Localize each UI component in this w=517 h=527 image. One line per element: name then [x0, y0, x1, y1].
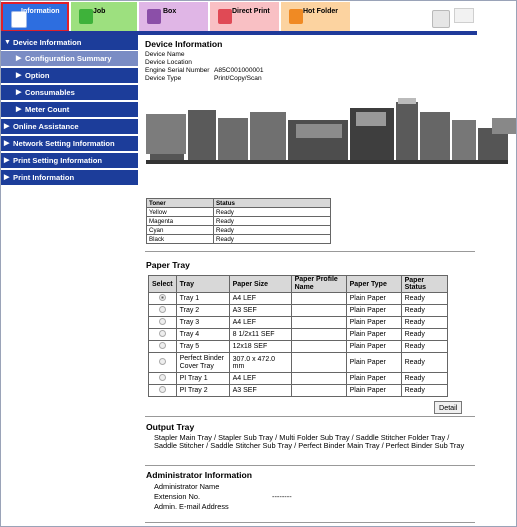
arrow-icon: ▼ [4, 39, 11, 46]
paper-profile [291, 317, 346, 329]
table-row [149, 329, 448, 341]
tray-name: Tray 1 [176, 293, 229, 305]
paper-profile [291, 373, 346, 385]
sidebar-item-label: Device Information [13, 38, 82, 47]
extension-label: Extension No. [154, 492, 201, 501]
serial-value: A85C001000001 [214, 67, 264, 74]
paper-profile [291, 329, 346, 341]
toner-header: Toner [147, 199, 214, 208]
sidebar-item-label: Meter Count [25, 105, 70, 114]
paper-profile [291, 305, 346, 317]
paper-status: Ready [401, 353, 447, 373]
sidebar-item-configuration-summary[interactable] [1, 51, 138, 67]
paper-status: Ready [401, 373, 447, 385]
sidebar-item-online-assistance[interactable] [1, 119, 138, 135]
tray-select-cell [149, 293, 177, 305]
paper-type: Plain Paper [346, 293, 401, 305]
table-row [147, 208, 331, 217]
detail-button[interactable]: Detail [434, 401, 462, 414]
table-row [149, 353, 448, 373]
output-tray-list: Stapler Main Tray / Stapler Sub Tray / Multi Folder Sub Tray / Saddle Stitcher Folder Tray / Saddle Stitcher / Saddle Stitcher Sub Tray / Perfect Binder Main Tray / Perfect Binder Sub Tray [154, 433, 465, 451]
admin-email-label: Admin. E-mail Address [154, 502, 229, 511]
tab-information[interactable] [1, 2, 69, 32]
toner-color: Yellow [147, 208, 214, 217]
extension-value: -------- [272, 492, 292, 501]
tray-select-cell [149, 385, 177, 397]
paper-size: A3 SEF [229, 385, 291, 397]
paper-size: 12x18 SEF [229, 341, 291, 353]
paper-tray-title: Paper Tray [146, 260, 190, 270]
toner-color: Black [147, 235, 214, 244]
tray-select-cell [149, 329, 177, 341]
paper-type: Plain Paper [346, 317, 401, 329]
refresh-icon[interactable] [432, 10, 450, 28]
tray-radio[interactable] [159, 306, 166, 313]
tray-name: Tray 2 [176, 305, 229, 317]
tray-name: PI Tray 2 [176, 385, 229, 397]
table-row [149, 341, 448, 353]
paper-size: A4 LEF [229, 317, 291, 329]
tab-label: Job [93, 8, 106, 15]
tray-header: Select [149, 276, 177, 293]
paper-size: A3 SEF [229, 305, 291, 317]
paper-profile [291, 385, 346, 397]
tray-name: Perfect Binder Cover Tray [176, 353, 229, 373]
toner-color: Cyan [147, 226, 214, 235]
tray-name: Tray 5 [176, 341, 229, 353]
table-row [149, 385, 448, 397]
tray-name: Tray 3 [176, 317, 229, 329]
device-location-label: Device Location [145, 59, 192, 66]
tray-name: Tray 4 [176, 329, 229, 341]
toner-header-row [147, 199, 331, 208]
paper-type: Plain Paper [346, 373, 401, 385]
tray-header: Paper Status [401, 276, 447, 293]
paper-status: Ready [401, 305, 447, 317]
toner-status: Ready [214, 217, 331, 226]
tray-select-cell [149, 353, 177, 373]
sidebar-item-print-information[interactable] [1, 170, 138, 186]
paper-status: Ready [401, 329, 447, 341]
sidebar-item-print-setting[interactable] [1, 153, 138, 169]
sidebar-item-meter-count[interactable] [1, 102, 138, 118]
paper-status: Ready [401, 385, 447, 397]
toner-status: Ready [214, 208, 331, 217]
arrow-icon: ▶ [16, 55, 22, 62]
arrow-icon: ▶ [4, 123, 10, 130]
table-row [147, 226, 331, 235]
tab-label: Information [21, 8, 60, 15]
table-row [149, 373, 448, 385]
folder-icon [289, 9, 303, 24]
tray-header-row [149, 276, 448, 293]
toner-status: Ready [214, 226, 331, 235]
toner-table [146, 198, 331, 244]
toner-header: Status [214, 199, 331, 208]
paper-type: Plain Paper [346, 305, 401, 317]
paper-size: 8 1/2x11 SEF [229, 329, 291, 341]
table-row [147, 217, 331, 226]
paper-type: Plain Paper [346, 329, 401, 341]
device-type-value: Print/Copy/Scan [214, 75, 262, 82]
serial-label: Engine Serial Number [145, 67, 210, 74]
sidebar-item-network-setting[interactable] [1, 136, 138, 152]
table-row [149, 317, 448, 329]
tray-radio[interactable] [159, 342, 166, 349]
toner-status: Ready [214, 235, 331, 244]
arrow-icon: ▶ [4, 157, 10, 164]
tray-radio[interactable] [159, 386, 166, 393]
paper-type: Plain Paper [346, 341, 401, 353]
admin-name-label: Administrator Name [154, 482, 220, 491]
tray-select-cell [149, 317, 177, 329]
arrow-icon: ▶ [16, 89, 22, 96]
table-row [147, 235, 331, 244]
sidebar-item-label: Online Assistance [13, 122, 79, 131]
tray-radio[interactable] [159, 318, 166, 325]
tray-header: Paper Size [229, 276, 291, 293]
tab-direct-print[interactable] [210, 2, 279, 32]
device-name-label: Device Name [145, 51, 185, 58]
table-row [149, 305, 448, 317]
tray-header: Paper Type [346, 276, 401, 293]
paper-size: A4 LEF [229, 293, 291, 305]
sidebar-item-consumables[interactable] [1, 85, 138, 101]
divider [145, 465, 475, 466]
sidebar [1, 35, 138, 190]
tab-box[interactable] [139, 2, 208, 32]
tray-name: PI Tray 1 [176, 373, 229, 385]
toner-color: Magenta [147, 217, 214, 226]
tray-radio[interactable] [159, 374, 166, 381]
arrow-icon: ▶ [16, 106, 22, 113]
paper-status: Ready [401, 293, 447, 305]
sidebar-item-label: Configuration Summary [25, 54, 112, 63]
arrow-icon: ▶ [4, 174, 10, 181]
paper-type: Plain Paper [346, 353, 401, 373]
sidebar-item-device-information[interactable] [1, 35, 138, 51]
paper-size: 307.0 x 472.0 mm [229, 353, 291, 373]
sidebar-item-label: Option [25, 71, 50, 80]
tab-hot-folder[interactable] [281, 2, 350, 32]
sidebar-item-option[interactable] [1, 68, 138, 84]
sidebar-item-label: Print Information [13, 173, 75, 182]
device-type-label: Device Type [145, 75, 182, 82]
help-icon[interactable] [454, 8, 474, 23]
paper-profile [291, 293, 346, 305]
tray-select-cell [149, 341, 177, 353]
sidebar-item-label: Network Setting Information [13, 139, 115, 148]
tab-job[interactable] [71, 2, 137, 32]
page-title: Device Information [145, 39, 223, 49]
paper-profile [291, 341, 346, 353]
paper-size: A4 LEF [229, 373, 291, 385]
sidebar-item-label: Consumables [25, 88, 75, 97]
tray-header: Tray [176, 276, 229, 293]
paper-profile [291, 353, 346, 373]
output-tray-title: Output Tray [146, 422, 195, 432]
job-icon [79, 9, 93, 24]
table-row [149, 293, 448, 305]
divider [145, 522, 475, 523]
arrow-icon: ▶ [16, 72, 22, 79]
paper-status: Ready [401, 317, 447, 329]
tray-header: Paper Profile Name [291, 276, 346, 293]
tray-radio[interactable] [159, 358, 166, 365]
paper-tray-table [148, 275, 448, 397]
tray-select-cell [149, 373, 177, 385]
divider [145, 251, 475, 252]
tab-label: Direct Print [232, 8, 270, 15]
admin-title: Administrator Information [146, 470, 252, 480]
paper-type: Plain Paper [346, 385, 401, 397]
printer-image [146, 98, 517, 194]
tray-radio[interactable] [159, 294, 166, 301]
arrow-icon: ▶ [4, 140, 10, 147]
tray-select-cell [149, 305, 177, 317]
divider [145, 416, 475, 417]
sidebar-item-label: Print Setting Information [13, 156, 103, 165]
box-icon [147, 9, 161, 24]
paper-status: Ready [401, 341, 447, 353]
tab-label: Box [163, 8, 177, 15]
print-icon [218, 9, 232, 24]
tray-radio[interactable] [159, 330, 166, 337]
tab-label: Hot Folder [303, 8, 338, 15]
